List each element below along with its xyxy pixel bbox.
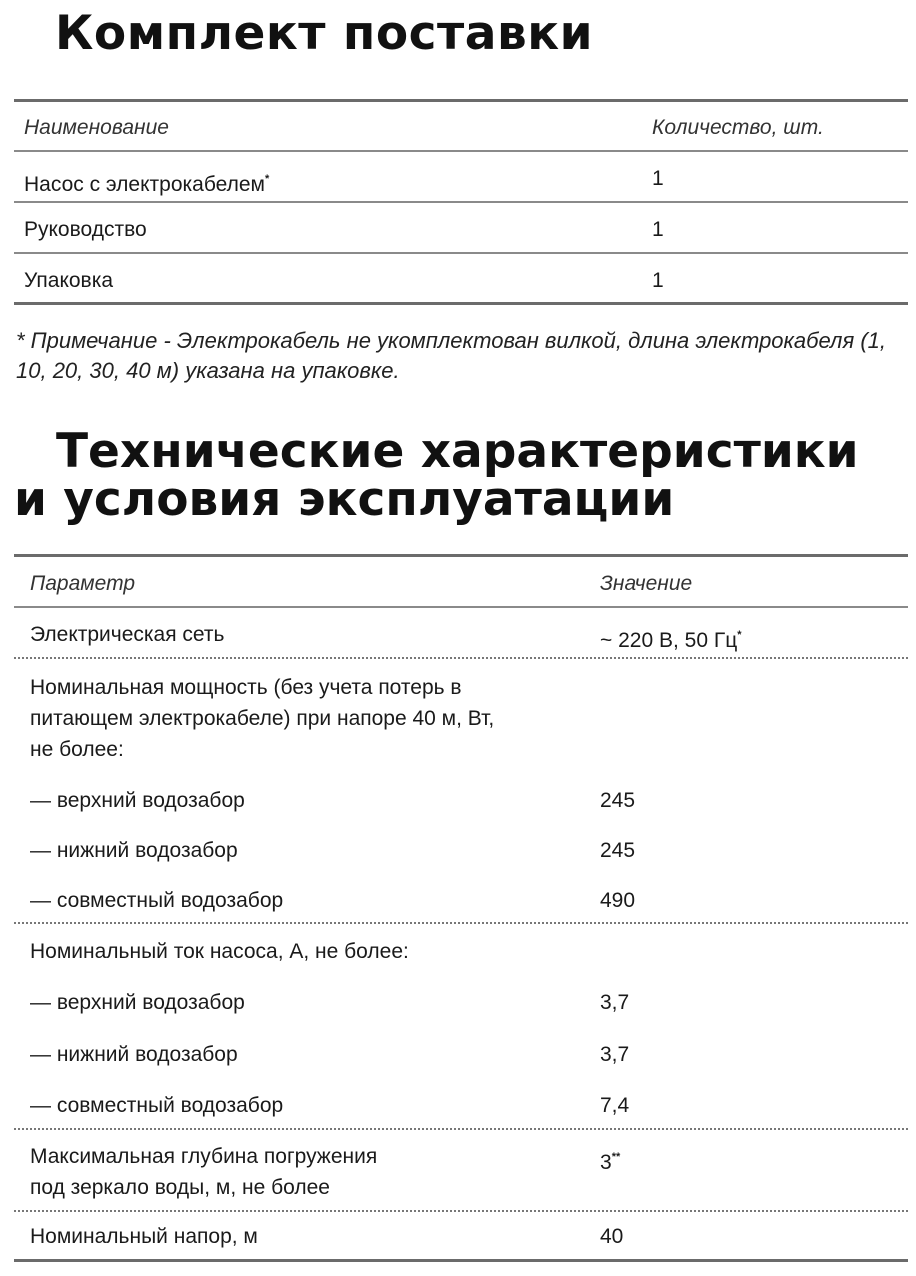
table-top-rule (14, 554, 908, 557)
param-label: — верхний водозабор (30, 789, 245, 812)
param-value: 7,4 (600, 1094, 630, 1117)
param-value: 245 (600, 789, 636, 812)
table-row-name: Упаковка (24, 269, 114, 292)
param-label: Номинальный напор, м (30, 1225, 258, 1248)
table-row-name: Руководство (24, 218, 147, 241)
column-header-value: Значение (600, 572, 693, 595)
param-value: 490 (600, 889, 636, 912)
param-value: 3,7 (600, 991, 630, 1014)
param-label: — нижний водозабор (30, 839, 238, 862)
row-rule (14, 201, 908, 203)
param-label: Номинальная мощность (без учета потерь в (30, 676, 462, 699)
table-row-name: Насос с электрокабелем* (24, 173, 270, 196)
param-label: — совместный водозабор (30, 889, 284, 912)
row-rule (14, 657, 908, 659)
footnote-mark: * (265, 173, 270, 185)
param-label: Максимальная глубина погружения (30, 1145, 378, 1168)
table-bottom-rule (14, 302, 908, 305)
param-value: 3** (600, 1151, 621, 1174)
row-rule (14, 252, 908, 254)
footnote-mark: * (737, 629, 742, 641)
param-value: ~ 220 В, 50 Гц* (600, 629, 742, 652)
section-title-line1: Технические характеристики (56, 424, 859, 479)
param-label: — совместный водозабор (30, 1094, 284, 1117)
column-header-quantity: Количество, шт. (652, 116, 824, 139)
table-top-rule (14, 99, 908, 102)
table-row-quantity: 1 (652, 269, 664, 292)
row-rule (14, 1210, 908, 1212)
param-label: Номинальный ток насоса, А, не более: (30, 940, 409, 963)
param-label: — верхний водозабор (30, 991, 245, 1014)
param-label: Электрическая сеть (30, 623, 225, 646)
header-rule (14, 606, 908, 608)
section-title-delivery: Комплект поставки (55, 6, 594, 61)
table-bottom-rule (14, 1259, 908, 1262)
footnote-text: * Примечание - Электрокабель не укомплектован вилкой, длина электрокабеля (1, 10, 20, 30, 40 м) указана на упаковке. (16, 328, 886, 383)
param-label: — нижний водозабор (30, 1043, 238, 1066)
section-title-specs (14, 424, 859, 527)
param-label-line2: питающем электрокабеле) при напоре 40 м, Вт, (30, 707, 495, 730)
param-label-line2: под зеркало воды, м, не более (30, 1176, 330, 1199)
header-rule (14, 150, 908, 152)
param-value: 40 (600, 1225, 624, 1248)
row-rule (14, 922, 908, 924)
section-title-line2: и условия эксплуатации (14, 472, 675, 527)
row-rule (14, 1128, 908, 1130)
footnote-mark: ** (611, 1151, 621, 1163)
table-row-quantity: 1 (652, 218, 664, 241)
column-header-name: Наименование (24, 116, 169, 139)
table-row-quantity: 1 (652, 167, 664, 190)
param-label-line3: не более: (30, 738, 124, 761)
param-value: 3,7 (600, 1043, 630, 1066)
param-value: 245 (600, 839, 636, 862)
column-header-parameter: Параметр (30, 572, 136, 595)
